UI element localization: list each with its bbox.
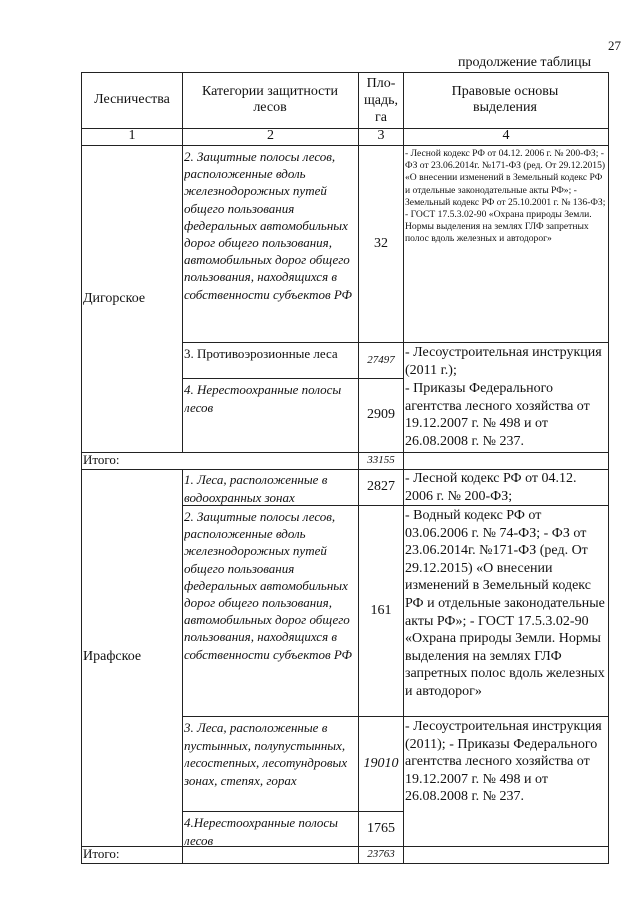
header-basis: Правовые основы выделения <box>451 84 559 115</box>
basis-cell: - Лесоустроительная инструкция (2011 г.); <box>405 345 602 378</box>
forestry-name: Дигорское <box>83 292 146 306</box>
column-number: 1 <box>128 129 136 143</box>
total-value: 23763 <box>367 848 395 861</box>
category-cell: 4.Нерестоохранные полосы лесов <box>184 815 338 848</box>
area-cell: 1765 <box>367 820 395 836</box>
header-forestry: Лесничества <box>94 92 170 107</box>
basis-cell: - Лесной кодекс РФ от 04.12. 2006 г. № 200-ФЗ; <box>405 471 577 504</box>
area-cell: 2827 <box>367 479 395 495</box>
header-category: Категории защитности лесов <box>201 84 338 115</box>
basis-cell: - Приказы Федерального агентства лесного хозяйства от 19.12.2007 г. № 498 и от 26.08.2008 г. № 237. <box>405 381 590 449</box>
header-area: Пло-щадь, га <box>363 76 398 125</box>
category-cell: 3. Леса, расположенные в пустынных, полупустынных, лесостепных, лесотундровых зонах, степях, горах <box>184 720 348 788</box>
basis-cell: - Лесоустроительная инструкция (2011); - Приказы Федерального агентства лесного хозяйства от 19.12.2007 г. № 498 и от 26.08.2008 г. № 237. <box>405 719 602 805</box>
area-cell: 2909 <box>367 407 395 423</box>
area-cell: 27497 <box>367 353 395 366</box>
category-cell: 4. Нерестоохранные полосы лесов <box>184 382 342 415</box>
area-cell: 32 <box>374 235 388 251</box>
page-number: 27 <box>608 38 621 53</box>
total-value: 33155 <box>367 454 395 467</box>
column-number: 2 <box>267 129 274 143</box>
forestry-name: Ирафское <box>83 650 142 664</box>
column-number: 4 <box>502 129 510 143</box>
column-number: 3 <box>377 129 385 143</box>
category-cell: 1. Леса, расположенные в водоохранных зонах <box>184 472 328 505</box>
continuation-label: продолжение таблицы <box>458 55 592 70</box>
total-label: Итого: <box>83 453 120 467</box>
area-cell: 19010 <box>363 755 399 771</box>
basis-cell: - Водный кодекс РФ от 03.06.2006 г. № 74-ФЗ; - ФЗ от 23.06.2014г. №171-ФЗ (ред. От 29.12.2015) «О внесении изменений в Земельный кодекс РФ и отдельные законодательные акты РФ»; - ГОСТ 17.5.3.02-90 «Охрана природы Земли. Нормы выделения на землях ГЛФ запретных полос вдоль железных и автодорог» <box>405 508 605 699</box>
category-cell: 2. Защитные полосы лесов, расположенные вдоль железнодорожных путей общего пользования федеральных автомобильных дорог общего пользования, автомобильных дорог общего пользования, находящихся в собственности субъектов РФ <box>184 509 352 662</box>
total-label: Итого: <box>83 847 120 861</box>
category-cell: 3. Противоэрозионные леса <box>184 346 338 361</box>
category-cell: 2. Защитные полосы лесов, расположенные вдоль железнодорожных путей общего пользования федеральных автомобильных дорог общего пользования, автомобильных дорог общего пользования, находящихся в собственности субъектов РФ <box>184 149 352 302</box>
basis-cell: - Лесной кодекс РФ от 04.12. 2006 г. № 200-ФЗ; - ФЗ от 23.06.2014г. №171-ФЗ (ред. От 29.12.2015) «О внесении изменений в Земельный кодекс РФ и отдельные законодательные акты РФ»; - Земельный кодекс РФ от 25.10.2001 г. № 136-ФЗ; - ГОСТ 17.5.3.02-90 «Охрана природы Земли. Нормы выделения на землях ГЛФ запретных полос вдоль железных и автодорог» <box>405 148 606 245</box>
area-cell: 161 <box>370 602 392 618</box>
